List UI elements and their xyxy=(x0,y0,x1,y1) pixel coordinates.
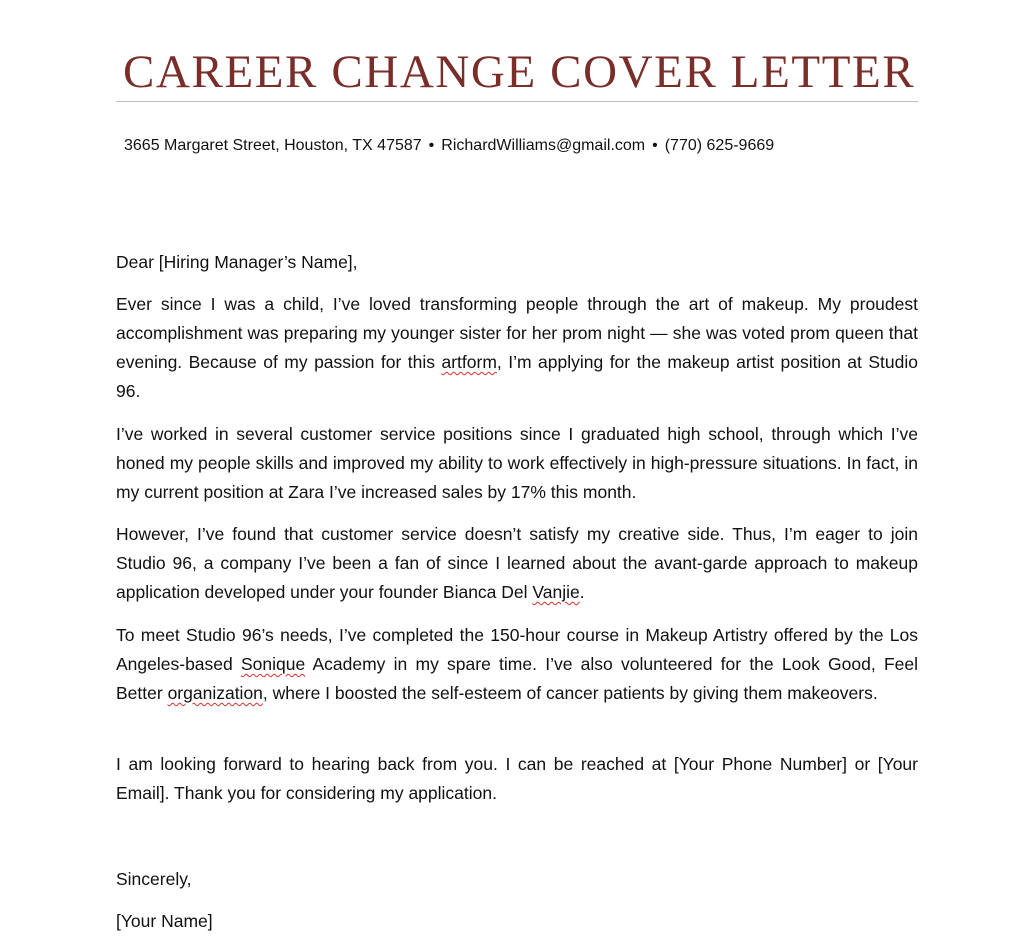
misspelled-word-vanjie[interactable]: Vanjie xyxy=(532,582,580,602)
paragraph-3-text-b: . xyxy=(579,582,585,602)
greeting: Dear [Hiring Manager’s Name], xyxy=(116,252,358,272)
paragraph-1-text-b: , I’m applying for the makeup artist position at Studio 96. xyxy=(116,352,918,401)
paragraph-1-text-a: Ever since I was a child, I’ve loved transforming people through the art of makeup. My proudest accomplishment was preparing my younger sister for her prom night — she was voted prom queen that evening. Because of my passion for this xyxy=(116,294,918,372)
contact-separator-2: • xyxy=(652,137,658,154)
paragraph-4 xyxy=(116,621,918,708)
paragraph-4-text-b: Academy in my spare time. I’ve also volunteered for the Look Good, Feel Better xyxy=(116,654,918,703)
closing: Sincerely, xyxy=(116,869,192,889)
title-divider xyxy=(116,101,918,102)
paragraph-5: I am looking forward to hearing back from you. I can be reached at [Your Phone Number] or [Your Email]. Thank you for considering my application. xyxy=(116,754,918,803)
signature: [Your Name] xyxy=(116,911,213,931)
contact-separator-1: • xyxy=(428,137,435,154)
paragraph-2: I’ve worked in several customer service positions since I graduated high school, through which I’ve honed my people skills and improved my ability to work effectively in high-pressure situations. In fact, in my current position at Zara I’ve increased sales by 17% this month. xyxy=(116,424,918,502)
paragraph-3 xyxy=(116,520,918,607)
contact-address: 3665 Margaret Street, Houston, TX 47587 xyxy=(124,137,422,154)
paragraph-3-text-a: However, I’ve found that customer service doesn’t satisfy my creative side. Thus, I’m eager to join Studio 96, a company I’ve been a fan of since I learned about the avant-garde approach to makeup application developed under your founder Bianca Del xyxy=(116,524,918,602)
contact-email: RichardWilliams@gmail.com xyxy=(441,137,646,154)
paragraph-4-text-c: , where I boosted the self-esteem of cancer patients by giving them makeovers. xyxy=(262,683,878,703)
contact-line xyxy=(124,135,774,157)
contact-phone: (770) 625-9669 xyxy=(664,137,775,154)
misspelled-word-sonique[interactable]: Sonique xyxy=(240,654,306,674)
paragraph-1 xyxy=(116,290,918,406)
misspelled-word-organization[interactable]: organization xyxy=(167,683,263,703)
letter-title: CAREER CHANGE COVER LETTER xyxy=(123,46,916,98)
misspelled-word-artform[interactable]: artform xyxy=(441,352,497,372)
paragraph-4-text-a: To meet Studio 96’s needs, I’ve completed the 150-hour course in Makeup Artistry offered by the Los Angeles-based xyxy=(116,625,918,674)
